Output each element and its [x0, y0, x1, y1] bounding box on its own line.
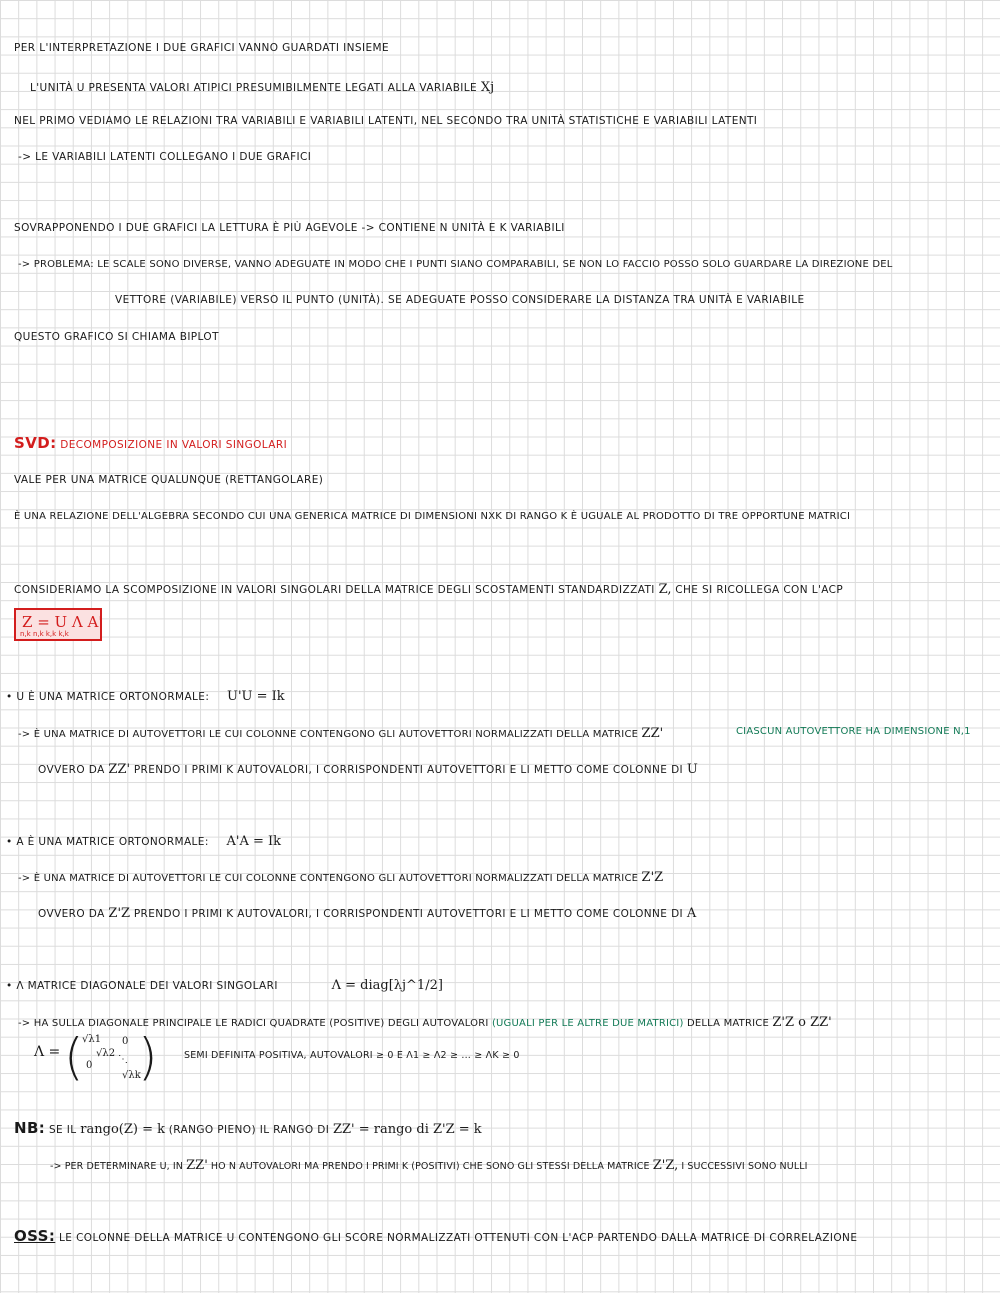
u-line-2-matrix: ZZ' — [641, 726, 664, 741]
a-orthonormal-eq: A'A = Ik — [226, 834, 282, 849]
a-line-3-text: OVVERO DA — [38, 908, 105, 920]
nb-label: NB: — [14, 1119, 46, 1137]
nb-line-2-matrix-2: Z'Z, — [652, 1158, 679, 1173]
lambda-line-2-text: -> HA SULLA DIAGONALE PRINCIPALE LE RADICI QUADRATE (POSITIVE) DEGLI AUTOVALORI — [18, 1018, 489, 1029]
u-line-3-end: PRENDO I PRIMI K AUTOVALORI, I CORRISPONDENTI AUTOVETTORI E LI METTO COME COLONNE DI — [133, 764, 684, 776]
a-line-3 — [38, 906, 696, 921]
note-line-6: -> PROBLEMA: LE SCALE SONO DIVERSE, VANNO ADEGUATE IN MODO CHE I PUNTI SIANO COMPARABILI, SE NON LO FACCIO POSSO SOLO GUARDARE LA DIREZIONE DEL — [18, 259, 893, 270]
nb-rank-eq-2: ZZ' = rango di Z'Z = k — [332, 1122, 482, 1137]
nb-rank-eq: rango(Z) = k — [80, 1122, 165, 1137]
note-line-4: -> LE VARIABILI LATENTI COLLEGANO I DUE GRAFICI — [18, 151, 312, 163]
matrix-zero-bottom: 0 — [86, 1060, 93, 1071]
variable-xj: Xj — [480, 80, 495, 95]
lambda-heading-text: • Λ MATRICE DIAGONALE DEI VALORI SINGOLARI — [6, 980, 278, 992]
svd-formula: Z = U Λ A' — [22, 613, 103, 631]
nb-line-1 — [14, 1119, 482, 1137]
note-line-2-text: L'UNITÀ U PRESENTA VALORI ATIPICI PRESUMIBILMENTE LEGATI ALLA VARIABILE — [30, 82, 478, 94]
lambda-matrix-lhs: Λ = — [34, 1044, 61, 1060]
matrix-zero-top: 0 — [122, 1036, 129, 1047]
oss-text: LE COLONNE DELLA MATRICE U CONTENGONO GLI SCORE NORMALIZZATI OTTENUTI CON L'ACP PARTENDO DALLA MATRICE DI CORRELAZIONE — [59, 1232, 858, 1244]
note-line-11 — [14, 582, 843, 597]
lambda-line-2-end: DELLA MATRICE — [686, 1018, 769, 1029]
u-line-3-matrix: ZZ' — [108, 762, 131, 777]
u-eigenvector-note: CIASCUN AUTOVETTORE HA DIMENSIONE N,1 — [736, 726, 971, 737]
semi-definite-note: SEMI DEFINITA POSITIVA, AUTOVALORI ≥ 0 E Λ1 ≥ Λ2 ≥ ... ≥ ΛK ≥ 0 — [184, 1050, 520, 1061]
note-line-5: SOVRAPPONENDO I DUE GRAFICI LA LETTURA È PIÙ AGEVOLE -> CONTIENE N UNITÀ E K VARIABILI — [14, 222, 565, 234]
a-heading-text: • A È UNA MATRICE ORTONORMALE: — [6, 836, 209, 848]
svd-formula-dims: n,k n,k k,k k,k — [20, 630, 69, 638]
left-paren: ( — [64, 1028, 84, 1086]
u-line-3 — [38, 762, 698, 777]
a-line-2-text: -> È UNA MATRICE DI AUTOVETTORI LE CUI COLONNE CONTENGONO GLI AUTOVETTORI NORMALIZZATI DELLA MATRICE — [18, 873, 639, 884]
u-heading-text: • U È UNA MATRICE ORTONORMALE: — [6, 691, 210, 703]
note-line-11-text: CONSIDERIAMO LA SCOMPOSIZIONE IN VALORI SINGOLARI DELLA MATRICE DEGLI SCOSTAMENTI STANDARDIZZATI — [14, 584, 655, 596]
lambda-heading — [6, 978, 443, 993]
note-line-2 — [30, 80, 494, 95]
right-paren: ) — [138, 1028, 158, 1086]
a-line-3-end: PRENDO I PRIMI K AUTOVALORI, I CORRISPONDENTI AUTOVETTORI E LI METTO COME COLONNE DI — [133, 908, 684, 920]
svd-heading — [14, 434, 287, 452]
matrix-cell-3: √λk — [122, 1070, 141, 1081]
note-line-8: QUESTO GRAFICO SI CHIAMA BIPLOT — [14, 331, 219, 343]
oss-line — [14, 1227, 857, 1245]
svd-label: SVD: — [14, 434, 57, 452]
nb-line-2-matrix: ZZ' — [186, 1158, 208, 1173]
u-heading — [6, 689, 285, 704]
lambda-diag-eq: Λ = diag[λj^1/2] — [331, 978, 443, 993]
lambda-line-2-matrix: Z'Z o ZZ' — [772, 1015, 832, 1030]
nb-line-1-mid: (RANGO PIENO) IL RANGO DI — [168, 1124, 330, 1136]
note-line-1: PER L'INTERPRETAZIONE I DUE GRAFICI VANNO GUARDATI INSIEME — [14, 42, 389, 54]
svd-title: DECOMPOSIZIONE IN VALORI SINGOLARI — [60, 439, 288, 451]
nb-line-1-text: SE IL — [48, 1124, 77, 1136]
a-heading — [6, 834, 281, 849]
matrix-z: Z, — [658, 582, 672, 597]
a-line-3-var: A — [686, 906, 697, 921]
lambda-matrix — [34, 1028, 158, 1088]
matrix-cell-1: √λ1 — [82, 1034, 102, 1045]
oss-label: OSS: — [14, 1227, 56, 1245]
u-line-2 — [18, 726, 663, 741]
note-line-10: È UNA RELAZIONE DELL'ALGEBRA SECONDO CUI UNA GENERICA MATRICE DI DIMENSIONI NXK DI RANGO K È UGUALE AL PRODOTTO DI TRE OPPORTUNE MATRICI — [14, 511, 851, 522]
note-line-7: VETTORE (VARIABILE) VERSO IL PUNTO (UNITÀ). SE ADEGUATE POSSO CONSIDERARE LA DISTANZA TRA UNITÀ E VARIABILE — [115, 294, 805, 306]
u-line-3-var: U — [686, 762, 698, 777]
nb-line-2-mid: HO N AUTOVALORI MA PRENDO I PRIMI K (POSITIVI) CHE SONO GLI STESSI DELLA MATRICE — [210, 1161, 650, 1172]
a-line-2 — [18, 870, 663, 885]
nb-line-2-text: -> PER DETERMINARE U, IN — [50, 1161, 184, 1172]
note-line-3: NEL PRIMO VEDIAMO LE RELAZIONI TRA VARIABILI E VARIABILI LATENTI, NEL SECONDO TRA UNITÀ STATISTICHE E VARIABILI LATENTI — [14, 115, 758, 127]
a-line-3-matrix: Z'Z — [108, 906, 131, 921]
matrix-dots: ⋱ — [118, 1054, 128, 1065]
lambda-line-2-green: (UGUALI PER LE ALTRE DUE MATRICI) — [491, 1018, 684, 1029]
svd-formula-box — [14, 608, 102, 641]
nb-line-2-end: I SUCCESSIVI SONO NULLI — [681, 1161, 808, 1172]
u-orthonormal-eq: U'U = Ik — [227, 689, 285, 704]
nb-line-2 — [50, 1158, 808, 1173]
matrix-cell-2: √λ2 — [96, 1048, 116, 1059]
note-line-11-end: CHE SI RICOLLEGA CON L'ACP — [675, 584, 844, 596]
a-line-2-matrix: Z'Z — [641, 870, 664, 885]
note-line-9: VALE PER UNA MATRICE QUALUNQUE (RETTANGOLARE) — [14, 474, 324, 486]
u-line-2-text: -> È UNA MATRICE DI AUTOVETTORI LE CUI COLONNE CONTENGONO GLI AUTOVETTORI NORMALIZZATI DELLA MATRICE — [18, 729, 639, 740]
u-line-3-text: OVVERO DA — [38, 764, 105, 776]
